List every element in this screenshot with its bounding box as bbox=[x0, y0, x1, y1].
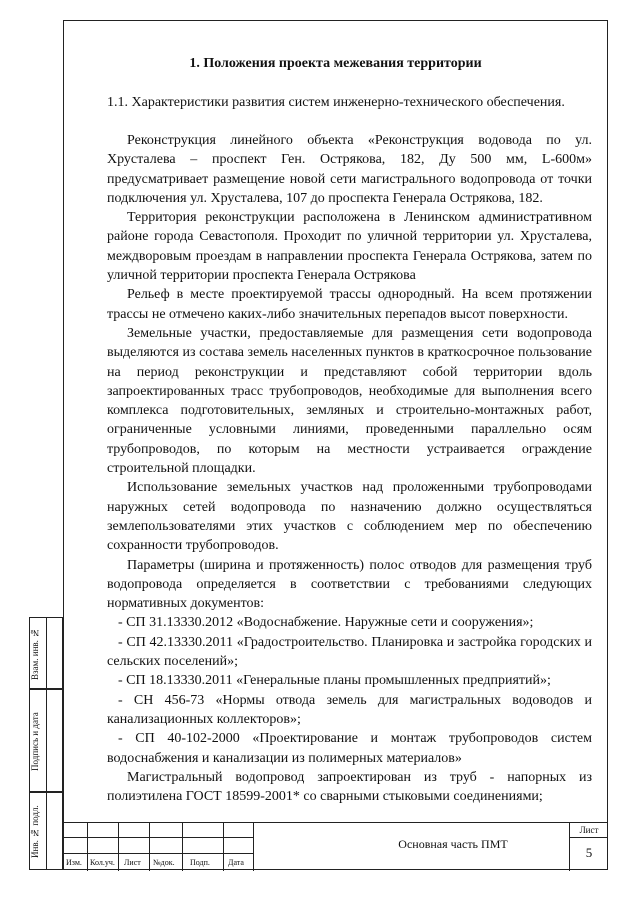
sheet-label: Лист bbox=[579, 825, 599, 835]
list-item: - СН 456-73 «Нормы отвода земель для магистральных водоводов и канализационных коллекторов»; bbox=[107, 692, 592, 727]
paragraph: Территория реконструкции расположена в Ленинском административном районе города Севастополя. Проходит по уличной территории ул. Хрусталева, междворовым проездам в направлении проспекта Генерала Острякова, затем по уличной территории проспекта Генерала Острякова bbox=[107, 210, 592, 284]
title-block bbox=[63, 822, 608, 871]
document-body bbox=[107, 131, 592, 806]
paragraph: Использование земельных участков над проложенными трубопроводами наружных сетей водопровода по назначению должно осуществляться землепользователями этих участков с соблюдением мер по обеспечению сохранности трубопроводов. bbox=[107, 480, 592, 554]
col-list-label: Лист bbox=[124, 858, 141, 867]
col-data-label: Дата bbox=[228, 858, 244, 867]
side-stamp bbox=[29, 617, 63, 870]
sheet-number: 5 bbox=[585, 845, 593, 860]
paragraph: Земельные участки, предоставляемые для размещения сети водопровода выделяются из состава земель населенных пунктов в краткосрочное пользование на период реконструкции и представляют собой территории вдоль запроектированных трасс трубопроводов, необходимые для выполнения всего комплекса подготовительных, земляных и строительно-монтажных работ, ограниченные условными линиями, проведенными параллельно осям трубопроводов, по которым на местности устраивается ограждение строительной площадки. bbox=[107, 325, 592, 477]
paragraph: Магистральный водопровод запроектирован из труб - напорных из полиэтилена ГОСТ 18599-2001* со сварными стыковыми соединениями; bbox=[107, 769, 592, 805]
list-item: - СП 42.13330.2011 «Градостроительство. Планировка и застройка городских и сельских поселений»; bbox=[107, 634, 592, 670]
col-ndok-label: №док. bbox=[153, 858, 175, 867]
paragraph: Реконструкция линейного объекта «Реконструкция водовода по ул. Хрусталева – проспект Ген. Острякова, 182, Ду 500 мм, L-600м» предусматривает размещение новой сети магистрального водопровода от точки подключения ул. Хрусталева, 107 до проспекта Генерала Острякова, 182. bbox=[107, 133, 592, 206]
subsection-heading: 1.1. Характеристики развития систем инженерно-технического обеспечения. bbox=[107, 95, 565, 110]
side-cell-inv-orig bbox=[29, 792, 63, 870]
section-heading: 1. Положения проекта межевания территории bbox=[189, 56, 482, 71]
side-cell-sign-date bbox=[29, 689, 63, 792]
inv-orig-label: Инв. № подл. bbox=[30, 805, 40, 859]
list-item: - СП 31.13330.2012 «Водоснабжение. Наружные сети и сооружения»; bbox=[118, 615, 534, 631]
sign-date-label: Подпись и дата bbox=[30, 712, 40, 771]
col-izm-label: Изм. bbox=[66, 858, 82, 867]
document-title: Основная часть ПМТ bbox=[398, 837, 508, 851]
inv-replace-label: Взам. инв. № bbox=[30, 627, 40, 681]
list-item: - СП 40-102-2000 «Проектирование и монтаж трубопроводов систем водоснабжения и канализации из полимерных материалов» bbox=[107, 731, 592, 766]
paragraph: Параметры (ширина и протяженность) полос отводов для размещения труб водопровода определяется в соответствии с требованиями следующих нормативных документов: bbox=[107, 557, 592, 612]
col-kol-label: Кол.уч. bbox=[90, 858, 115, 867]
side-cell-inv-replace bbox=[29, 617, 63, 689]
col-podp-label: Подп. bbox=[190, 858, 210, 867]
paragraph: Рельеф в месте проектируемой трассы однородный. На всем протяжении трассы не отмечено каких-либо значительных перепадов высот поверхности. bbox=[107, 287, 592, 322]
list-item: - СП 18.13330.2011 «Генеральные планы промышленных предприятий»; bbox=[118, 673, 551, 689]
